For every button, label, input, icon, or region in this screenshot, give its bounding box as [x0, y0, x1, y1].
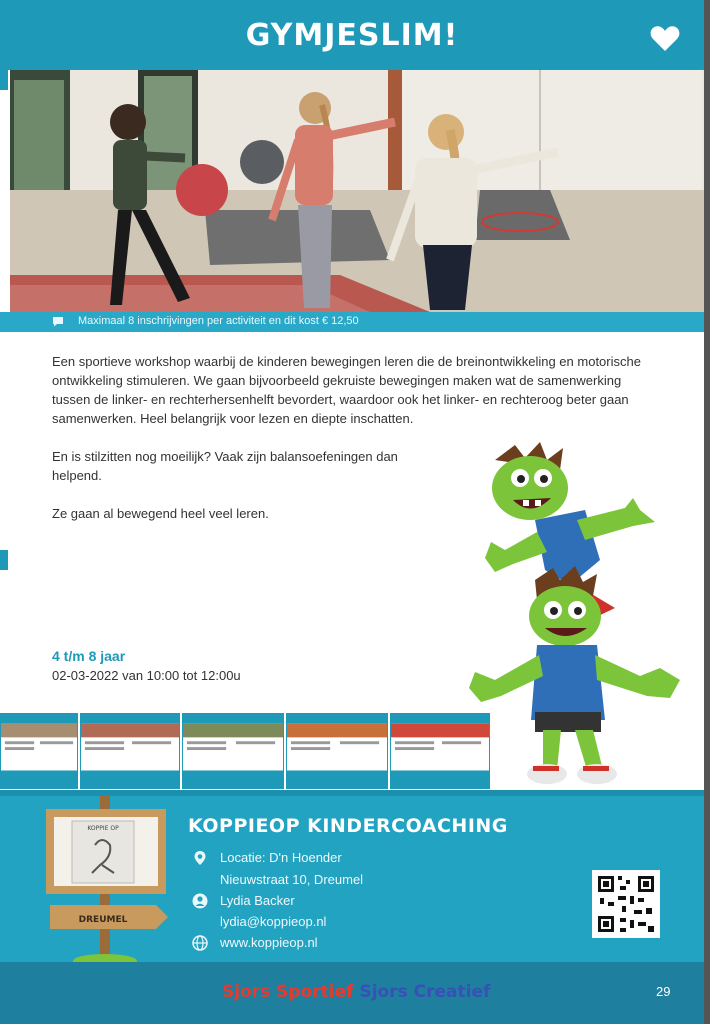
- age-range: 4 t/m 8 jaar: [52, 648, 126, 664]
- location-address: Nieuwstraat 10, Dreumel: [220, 872, 364, 887]
- website-link[interactable]: www.koppieop.nl: [220, 935, 318, 950]
- header-bar: [0, 0, 704, 70]
- person-icon: [192, 893, 208, 909]
- mascot-illustration: [465, 440, 690, 795]
- page-thumbnail[interactable]: [286, 713, 388, 789]
- brand-sportief: Sjors Sportief: [222, 982, 354, 1002]
- page-thumbnail[interactable]: [80, 713, 180, 789]
- description-paragraph: Een sportieve workshop waarbij de kinderen bewegingen leren die de breinontwikkeling en motorische ontwikkeling stimuleren. We gaan bijvoorbeeld gekruiste bewegingen maken wat de samenwerking tussen de linker- en rechterhersenhelft bevordert, waardoor ook het linker- en rechteroog beter gaan samenwerken. Heel belangrijk voor lezen en diepte inschatten.: [52, 354, 641, 426]
- activity-photo: [10, 70, 704, 312]
- page-thumbnail[interactable]: [182, 713, 284, 789]
- book-edge: [704, 0, 710, 1024]
- description-paragraph: Ze gaan al bewegend heel veel leren.: [52, 506, 269, 521]
- page-number: 29: [656, 984, 671, 999]
- qr-code[interactable]: [592, 870, 660, 938]
- brand-logo: [222, 982, 490, 1002]
- page-edge-tab: [0, 550, 8, 570]
- description-paragraph: En is stilzitten nog moeilijk? Vaak zijn balansoefeningen dan helpend.: [52, 449, 398, 483]
- chat-icon: [52, 316, 64, 327]
- info-strip-text: Maximaal 8 inschrijvingen per activiteit en dit kost € 12,50: [78, 315, 359, 327]
- page-title: GYMJESLIM!: [245, 18, 459, 53]
- info-strip: [0, 312, 704, 332]
- thumbnail-strip: [0, 713, 490, 789]
- sign-logo-text: KOPPIE OP: [87, 825, 119, 832]
- globe-icon: [192, 935, 208, 951]
- location-pin-icon: [192, 850, 208, 866]
- koppieop-sign-illustration: [40, 795, 175, 970]
- heart-icon[interactable]: [650, 24, 680, 52]
- sign-arrow-text: DREUMEL: [78, 915, 128, 925]
- contact-name: Lydia Backer: [220, 893, 295, 908]
- page-edge-tab: [0, 70, 8, 90]
- contact-email[interactable]: lydia@koppieop.nl: [220, 914, 327, 929]
- brand-creatief: Sjors Creatief: [359, 982, 491, 1002]
- page-thumbnail[interactable]: [0, 713, 78, 789]
- event-datetime: 02-03-2022 van 10:00 tot 12:00u: [52, 668, 241, 683]
- location-name: Locatie: D'n Hoender: [220, 850, 342, 865]
- organizer-name: KOPPIEOP KINDERCOACHING: [188, 815, 508, 837]
